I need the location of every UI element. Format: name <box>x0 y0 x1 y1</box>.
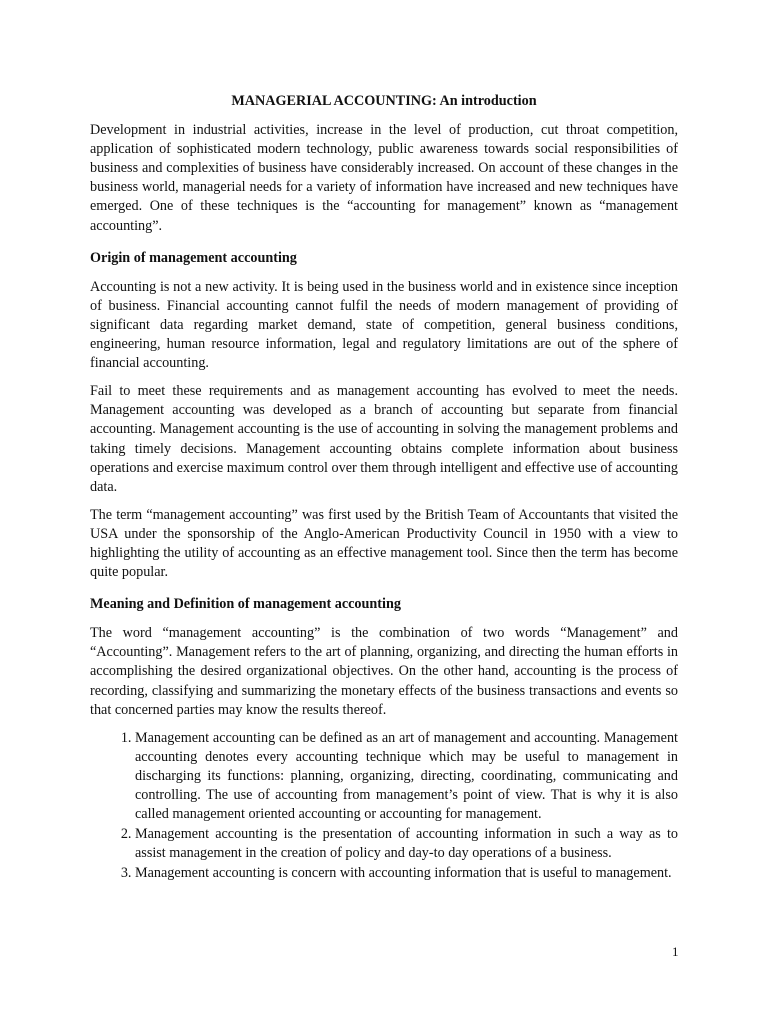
origin-paragraph-3: The term “management accounting” was first used by the British Team of Accountants that visited the USA under the sponsorship of the Anglo-American Productivity Council in 1950 with a view to highlighting the utility of accounting as an effective management tool. Since then the term has become quite popular. <box>90 506 678 581</box>
page-number: 1 <box>672 944 679 959</box>
definition-item-3: 3. Management accounting is concern with accounting information that is useful to management. <box>135 864 678 883</box>
origin-paragraph-1: Accounting is not a new activity. It is being used in the business world and in existence since inception of business. Financial accounting cannot fulfil the needs of modern management of providing of significant data regarding market demand, state of competition, general business conditions, engineering, human resource information, legal and regulatory limitations are out of the sphere of financial accounting. <box>90 278 678 372</box>
definition-item-2: 2. Management accounting is the presentation of accounting information in such a way as to assist management in the creation of policy and day-to day operations of a business. <box>135 825 678 863</box>
origin-paragraph-2: Fail to meet these requirements and as management accounting has evolved to meet the needs. Management accounting was developed as a branch of accounting but separate from financial accounting. Management accounting is the use of accounting in solving the management problems and taking timely decisions. Management accounting obtains complete information about business operations and exercise maximum control over them through intelligent and effective use of accounting data. <box>90 383 678 495</box>
meaning-paragraph-1: The word “management accounting” is the combination of two words “Management” and “Accounting”. Management refers to the art of planning, organizing, and directing the human efforts in accomplishing the desired organizational objectives. On the other hand, accounting is the process of recording, classifying and summarizing the monetary effects of the business transactions and events so that concerned parties may know the results thereof. <box>90 625 678 718</box>
intro-paragraph: Development in industrial activities, increase in the level of production, cut throat competition, application of sophisticated modern technology, public awareness towards social responsibilities of business and complexities of business have considerably increased. On account of these changes in the business world, managerial needs for a variety of information have increased and new techniques have emerged. One of these techniques is the “accounting for management” known as “management accounting”. <box>90 122 678 234</box>
origin-heading: Origin of management accounting <box>90 249 297 266</box>
meaning-heading: Meaning and Definition of management accounting <box>90 596 401 613</box>
document-page <box>90 92 678 884</box>
document-title: MANAGERIAL ACCOUNTING: An introduction <box>231 93 537 109</box>
definition-item-1: 1. Management accounting can be defined as an art of management and accounting. Management accounting denotes every accounting technique which may be useful to management in discharging its functions: planning, organizing, directing, coordinating, communicating and controlling. The use of accounting from management’s point of view. That is why it is also called management oriented accounting or accounting for management. <box>135 729 678 824</box>
definition-list <box>90 729 678 884</box>
